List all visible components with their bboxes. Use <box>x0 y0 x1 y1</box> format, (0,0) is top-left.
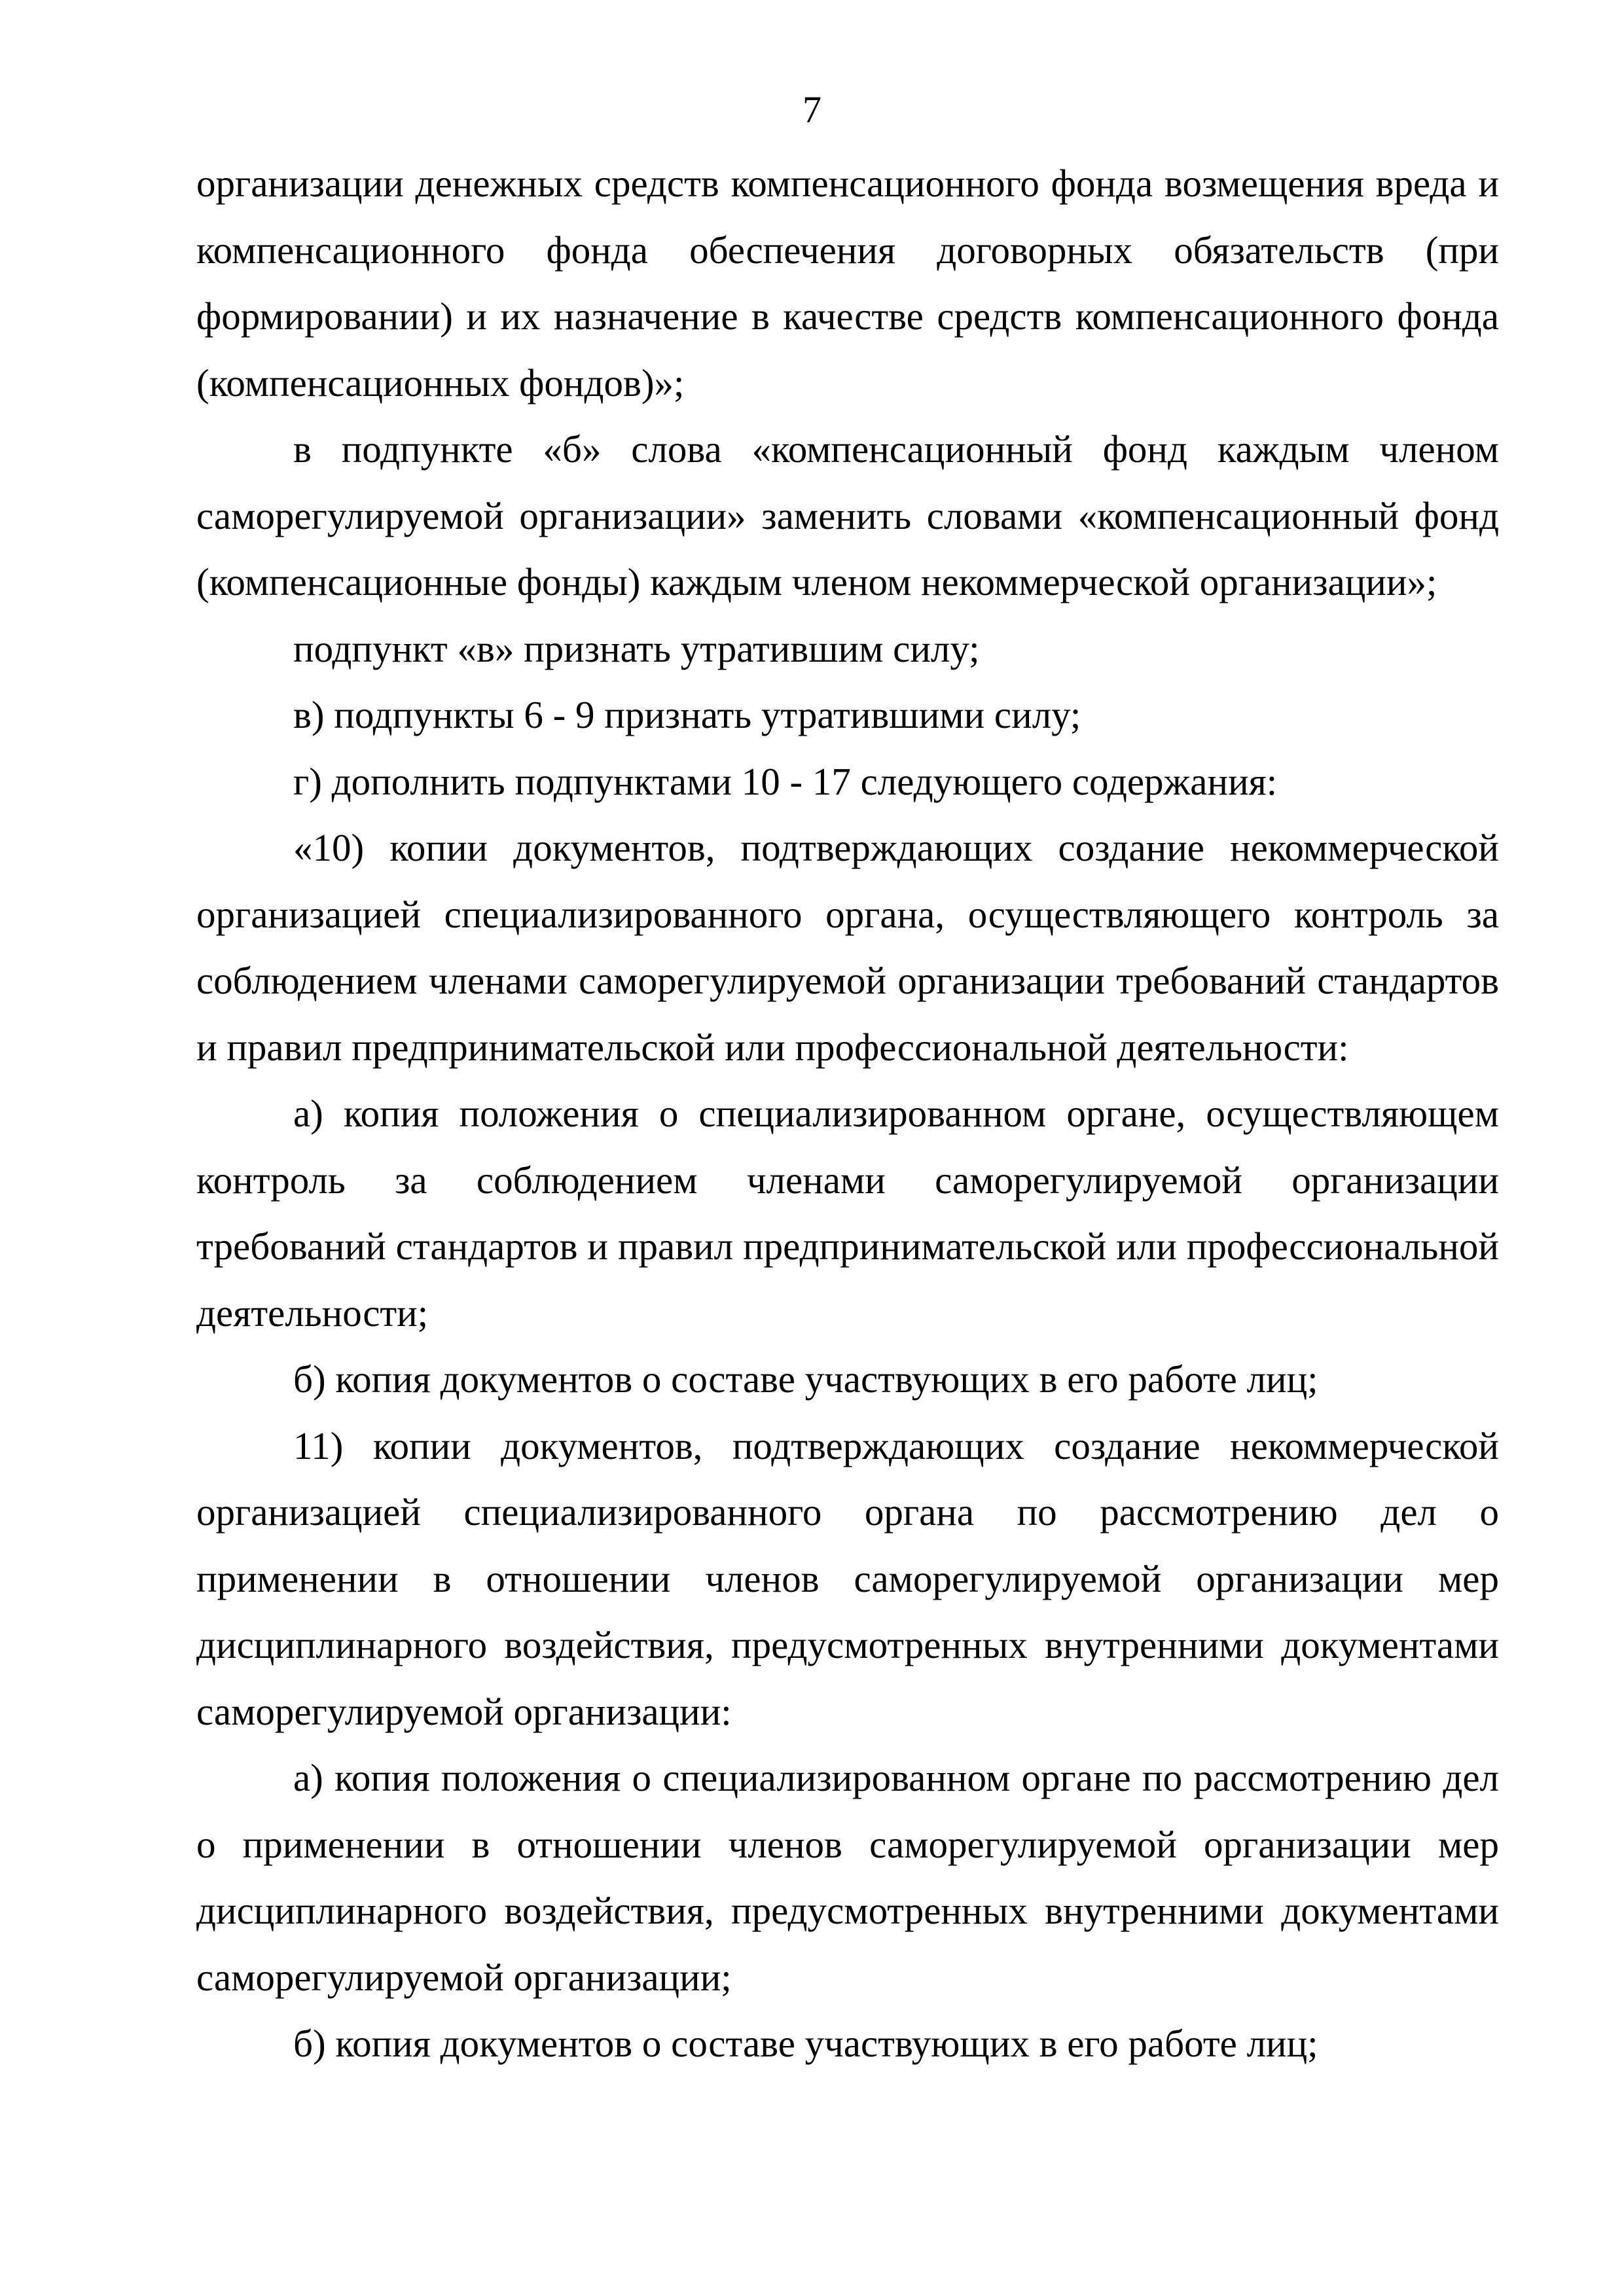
document-body <box>196 151 1499 2077</box>
page-number: 7 <box>803 88 821 131</box>
paragraph-8: б) копия документов о составе участвующих в его работе лиц; <box>293 1357 1318 1401</box>
paragraph-6: «10) копии документов, подтверждающих создание некоммерческой организацией специализированного органа, осуществляющего контроль за соблюдением членами саморегулируемой организации требований стандартов и правил предпринимательской или профессиональной деятельности: <box>196 826 1499 1069</box>
paragraph-5: г) дополнить подпунктами 10 - 17 следующего содержания: <box>293 759 1278 803</box>
paragraph-7: а) копия положения о специализированном органе, осуществляющем контроль за соблюдением членами саморегулируемой организации требований стандартов и правил предпринимательской или профессиональной деятельности; <box>196 1092 1499 1335</box>
paragraph-2: в подпункте «б» слова «компенсационный фонд каждым членом саморегулируемой организации» заменить словами «компенсационный фонд (компенсационные фонды) каждым членом некоммерческой организации»; <box>196 427 1499 603</box>
paragraph-3: подпункт «в» признать утратившим силу; <box>293 626 980 670</box>
paragraph-9: 11) копии документов, подтверждающих создание некоммерческой организацией специализированного органа по рассмотрению дел о применении в отношении членов саморегулируемой организации мер дисциплинарного воздействия, предусмотренных внутренними документами саморегулируемой организации: <box>196 1424 1499 1733</box>
paragraph-11: б) копия документов о составе участвующих в его работе лиц; <box>293 2022 1318 2065</box>
paragraph-4: в) подпункты 6 - 9 признать утратившими силу; <box>293 693 1081 736</box>
paragraph-1: организации денежных средств компенсационного фонда возмещения вреда и компенсационного фонда обеспечения договорных обязательств (при формировании) и их назначение в качестве средств компенсационного фонда (компенсационных фондов)»; <box>196 162 1499 404</box>
paragraph-10: а) копия положения о специализированном органе по рассмотрению дел о применении в отношении членов саморегулируемой организации мер дисциплинарного воздействия, предусмотренных внутренними документами саморегулируемой организации; <box>196 1756 1499 1999</box>
